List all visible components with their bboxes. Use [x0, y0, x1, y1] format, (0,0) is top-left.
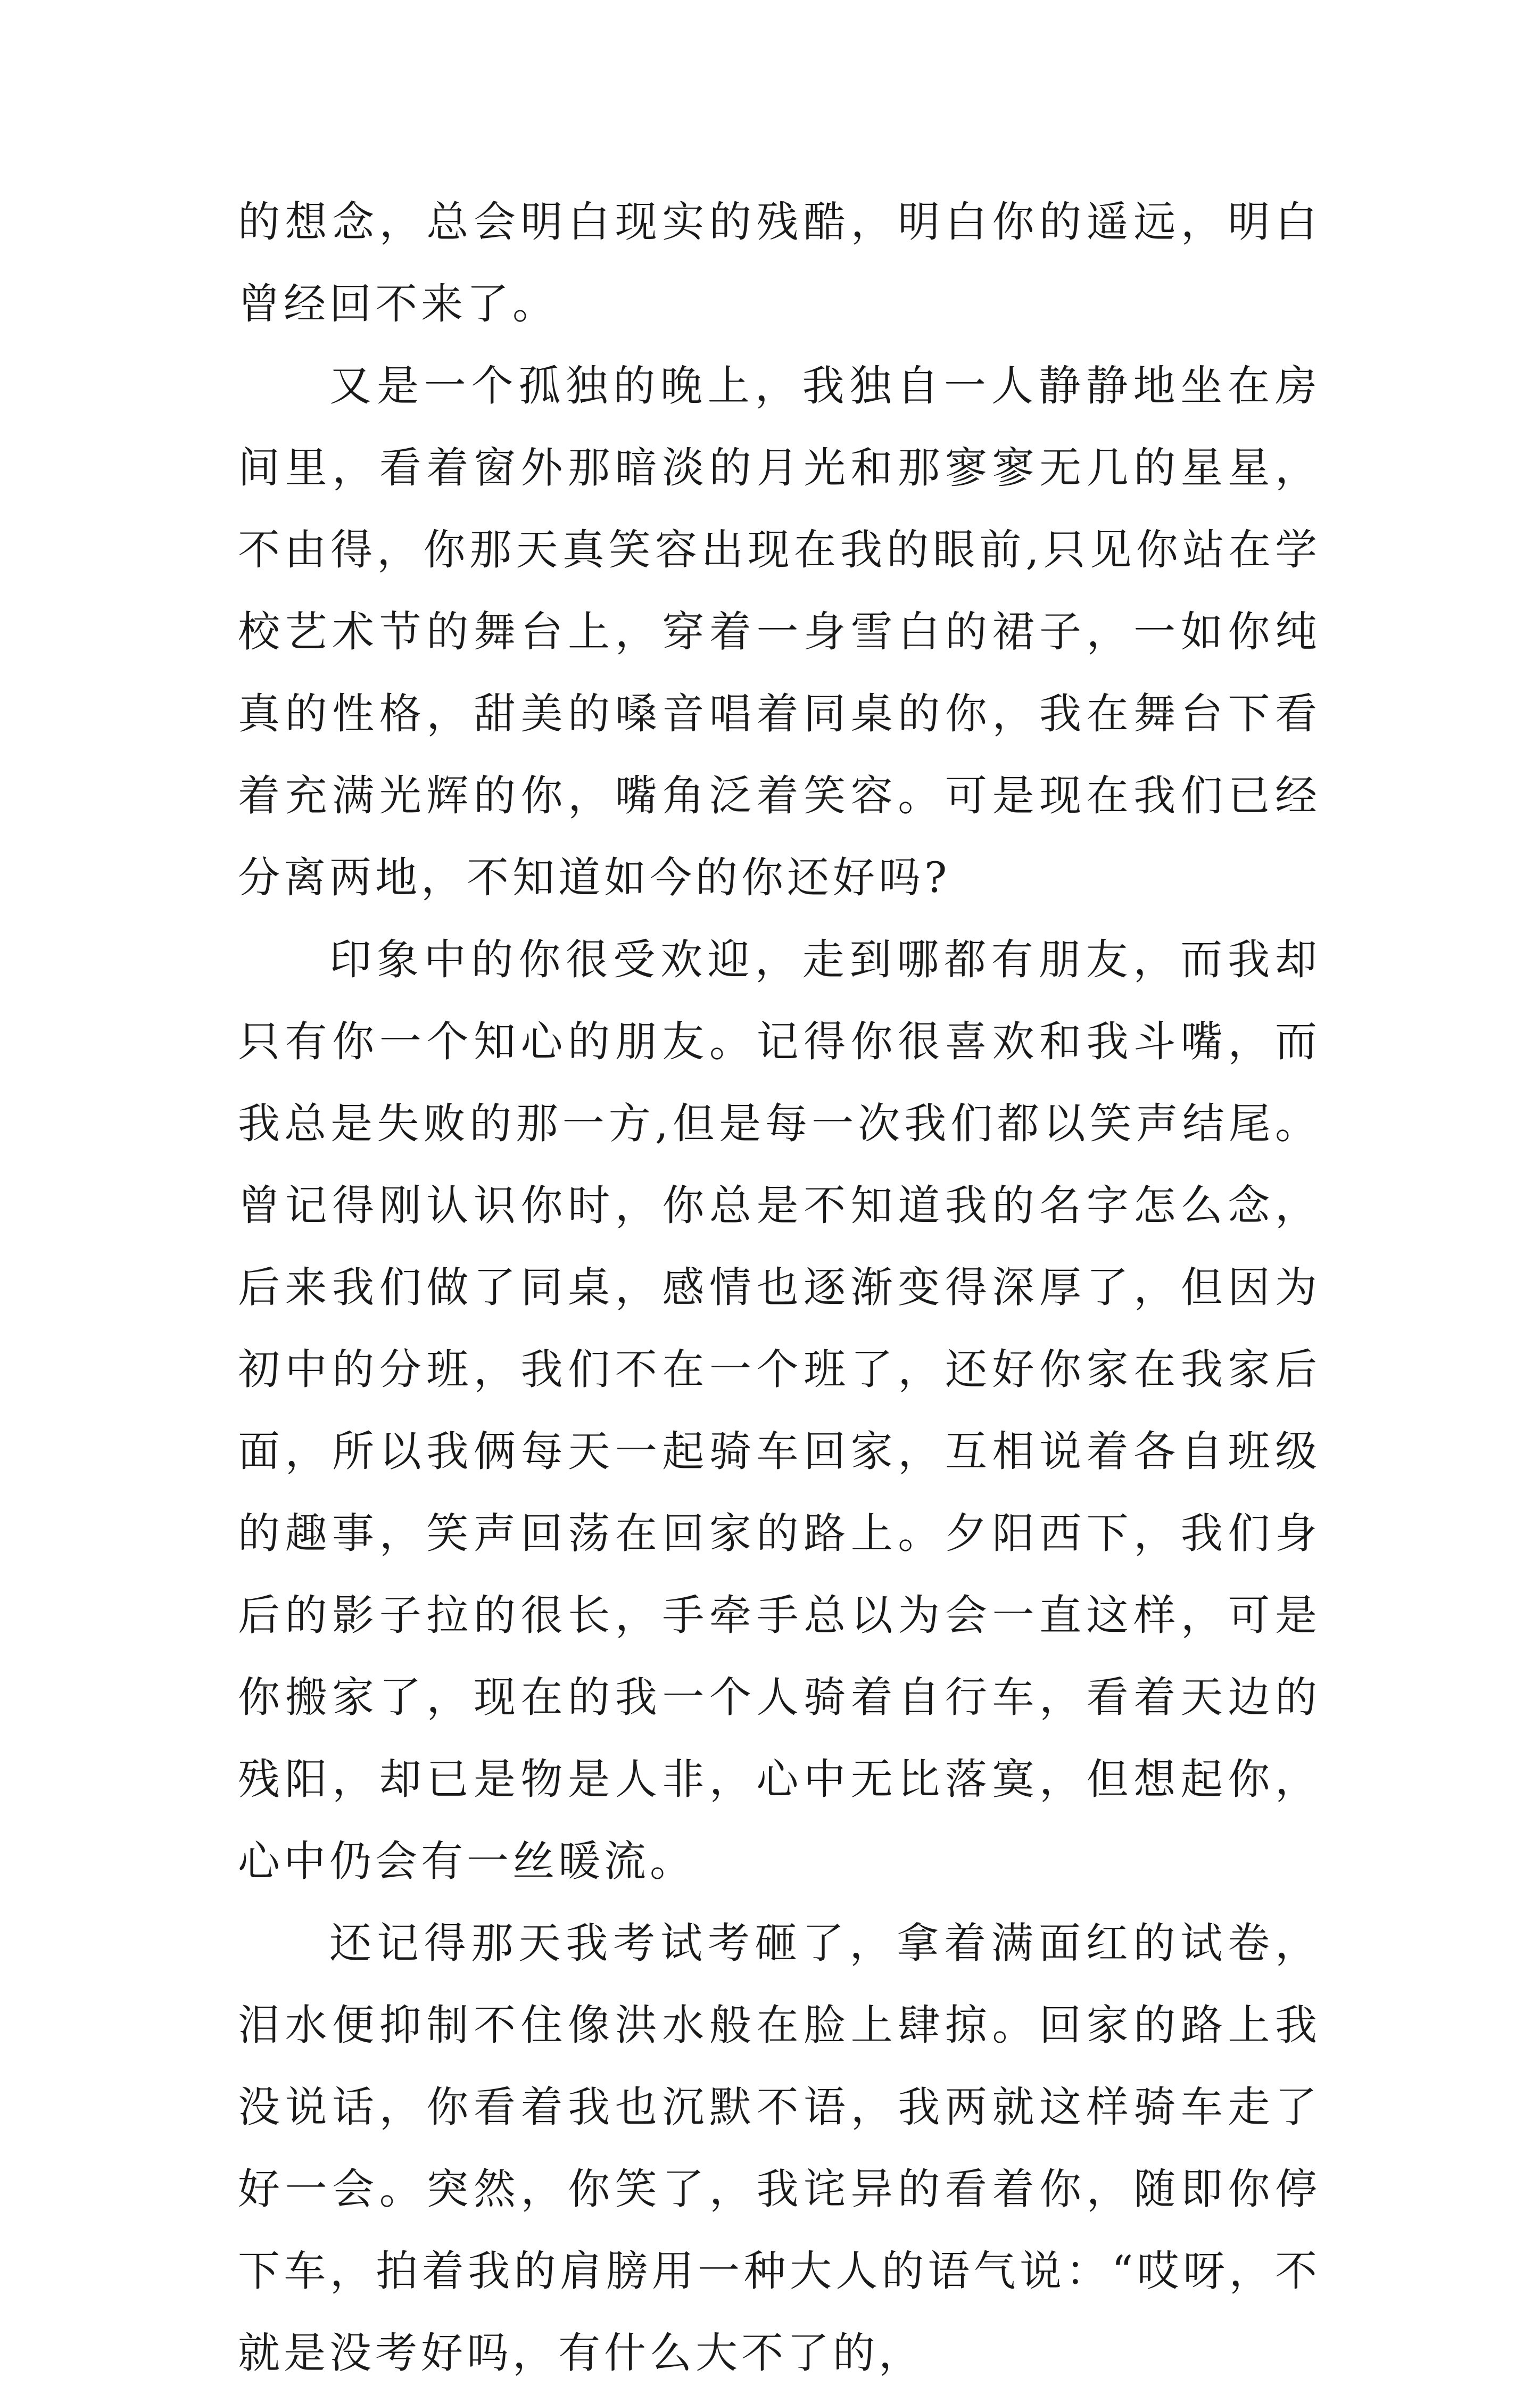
paragraph-exam-memory: 还记得那天我考试考砸了，拿着满面红的试卷，泪水便抑制不住像洪水般在脸上肆掠。回家的路上我没说话，你看着我也沉默不语，我两就这样骑车走了好一会。突然，你笑了，我诧异的看着你，随即你停下车，拍着我的肩膀用一种大人的语气说：“哎呀，不就是没考好吗，有什么大不了的， [238, 1919, 1321, 2378]
body-text [238, 181, 1321, 2394]
paragraph-continuation: 的想念，总会明白现实的残酷，明白你的遥远，明白曾经回不来了。 [238, 197, 1321, 328]
paragraph-lonely-night: 又是一个孤独的晚上，我独自一人静静地坐在房间里，看着窗外那暗淡的月光和那寥寥无几的星星，不由得，你那天真笑容出现在我的眼前,只见你站在学校艺术节的舞台上，穿着一身雪白的裙子，一如你纯真的性格，甜美的嗓音唱着同桌的你，我在舞台下看着充满光辉的你，嘴角泛着笑容。可是现在我们已经分离两地，不知道如今的你还好吗? [238, 361, 1321, 902]
paragraph-impression: 印象中的你很受欢迎，走到哪都有朋友，而我却只有你一个知心的朋友。记得你很喜欢和我斗嘴，而我总是失败的那一方,但是每一次我们都以笑声结尾。曾记得刚认识你时，你总是不知道我的名字怎么念，后来我们做了同桌，感情也逐渐变得深厚了，但因为初中的分班，我们不在一个班了，还好你家在我家后面，所以我俩每天一起骑车回家，互相说着各自班级的趣事，笑声回荡在回家的路上。夕阳西下，我们身后的影子拉的很长，手牵手总以为会一直这样，可是你搬家了，现在的我一个人骑着自行车，看着天边的残阳，却已是物是人非，心中无比落寞，但想起你，心中仍会有一丝暖流。 [238, 935, 1321, 1886]
